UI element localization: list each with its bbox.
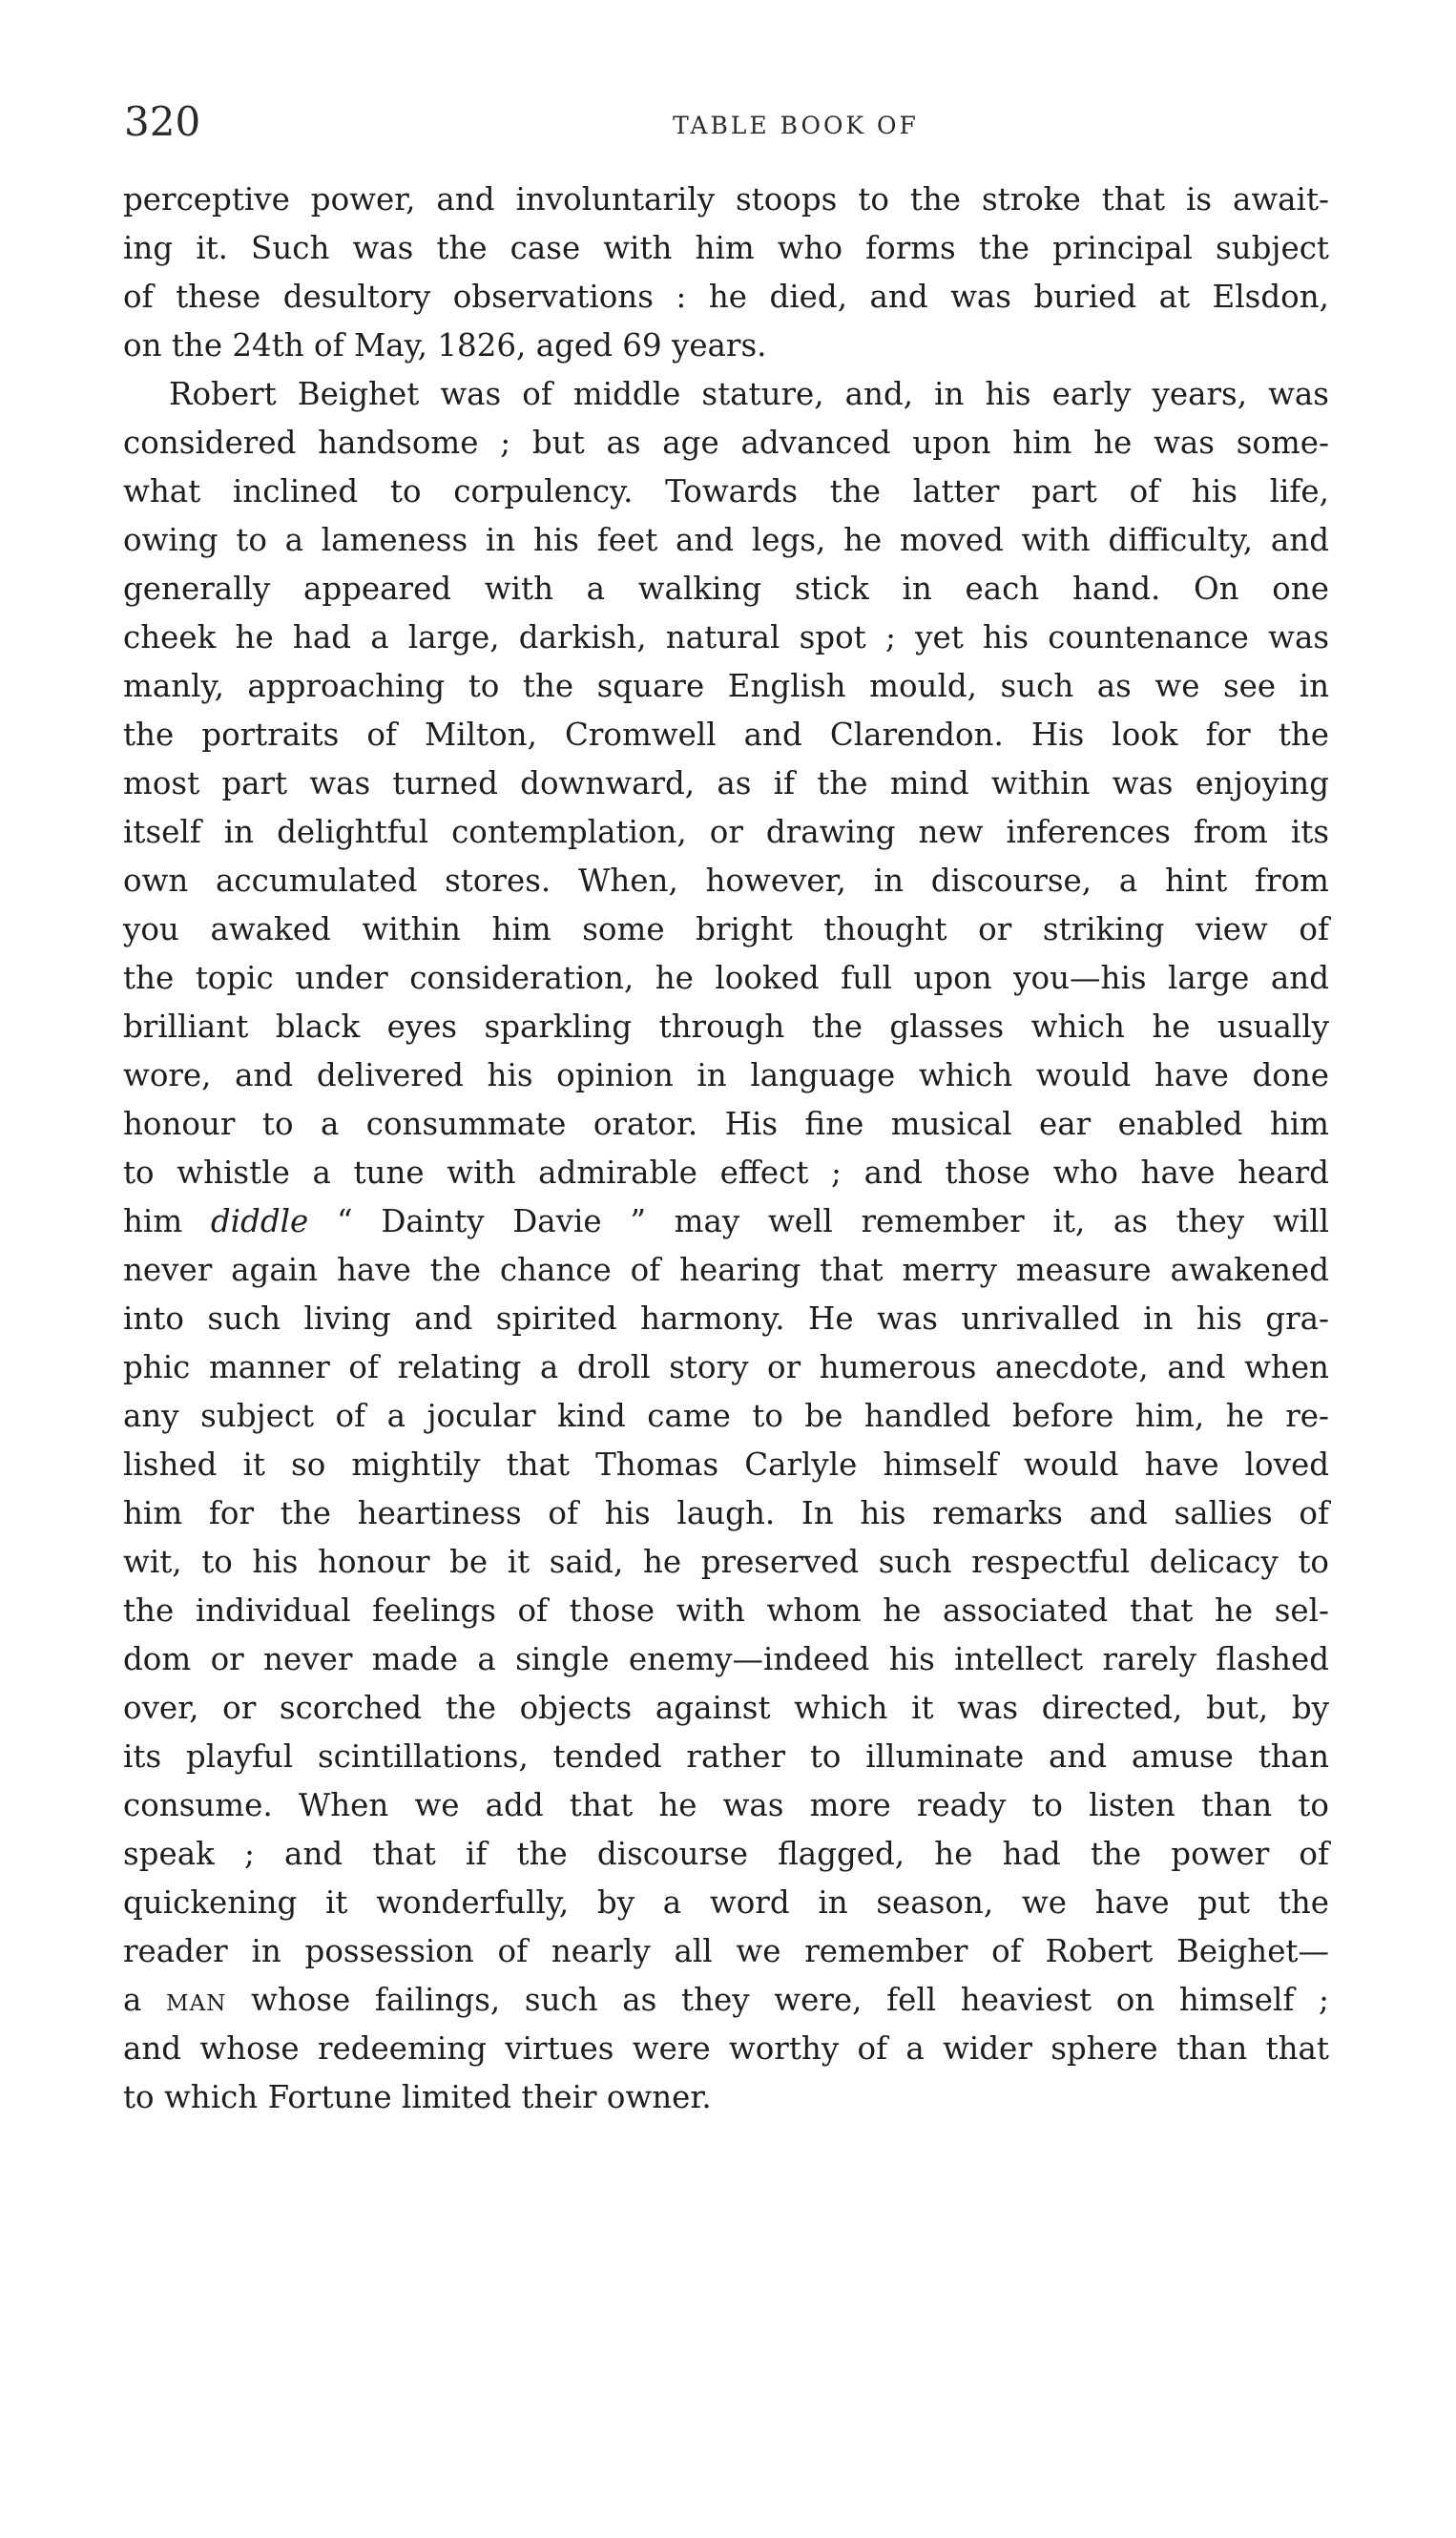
- text-line: honour to a consummate orator. His fine musical ear enabled him: [123, 1106, 1329, 1142]
- running-title: TABLE BOOK OF: [673, 112, 919, 139]
- text-line: itself in delightful contemplation, or drawing new inferences from its: [123, 814, 1329, 850]
- text-line: generally appeared with a walking stick in each hand. On one: [123, 571, 1329, 607]
- text-line: brilliant black eyes sparkling through the glasses which he usually: [123, 1009, 1329, 1045]
- text-line: wore, and delivered his opinion in language which would have done: [123, 1057, 1329, 1093]
- line-text: a: [123, 1982, 167, 2018]
- text-line: owing to a lameness in his feet and legs, he moved with difficulty, and: [123, 522, 1329, 558]
- text-line: and whose redeeming virtues were worthy of a wider sphere than that: [123, 2030, 1329, 2067]
- smallcaps-word: man: [166, 1982, 227, 2018]
- text-line: perceptive power, and involuntarily stoops to the stroke that is await-: [123, 181, 1329, 218]
- text-line: most part was turned downward, as if the mind within was enjoying: [123, 765, 1329, 801]
- text-line: its playful scintillations, tended rather to illuminate and amuse than: [123, 1738, 1329, 1775]
- text-line: to which Fortune limited their owner.: [123, 2079, 712, 2115]
- text-line: consume. When we add that he was more ready to listen than to: [123, 1787, 1329, 1823]
- text-line: the portraits of Milton, Cromwell and Clarendon. His look for the: [123, 717, 1329, 753]
- text-line: own accumulated stores. When, however, in discourse, a hint from: [123, 863, 1329, 899]
- text-line: what inclined to corpulency. Towards the latter part of his life,: [123, 473, 1329, 510]
- text-line: wit, to his honour be it said, he preserved such respectful delicacy to: [123, 1544, 1329, 1580]
- text-line: dom or never made a single enemy—indeed his intellect rarely flashed: [123, 1641, 1329, 1677]
- italic-word: diddle: [210, 1203, 309, 1239]
- body-text: [123, 176, 1329, 2122]
- text-line: manly, approaching to the square English mould, such as we see in: [123, 668, 1329, 704]
- text-line: reader in possession of nearly all we remember of Robert Beighet—: [123, 1933, 1329, 1969]
- line-text: “ Dainty Davie ” may well remember it, as they will: [308, 1203, 1329, 1239]
- line-text: him: [123, 1203, 211, 1239]
- text-line: lished it so mightily that Thomas Carlyle himself would have loved: [123, 1446, 1329, 1483]
- text-line: considered handsome ; but as age advanced upon him he was some-: [123, 425, 1329, 461]
- text-line: cheek he had a large, darkish, natural spot ; yet his countenance was: [123, 619, 1329, 655]
- text-line: quickening it wonderfully, by a word in season, we have put the: [123, 1884, 1329, 1921]
- text-line: you awaked within him some bright thought or striking view of: [123, 911, 1329, 947]
- text-line: speak ; and that if the discourse flagged, he had the power of: [123, 1836, 1329, 1872]
- text-line: any subject of a jocular kind came to be handled before him, he re-: [123, 1398, 1329, 1434]
- line-text: whose failings, such as they were, fell heaviest on himself ;: [226, 1982, 1329, 2018]
- page-header: [122, 94, 1326, 151]
- paragraph-first-line: Robert Beighet was of middle stature, and, in his early years, was: [169, 376, 1329, 412]
- text-line: on the 24th of May, 1826, aged 69 years.: [123, 327, 767, 364]
- text-line: ing it. Such was the case with him who forms the principal subject: [123, 230, 1329, 266]
- text-line: over, or scorched the objects against which it was directed, but, by: [123, 1690, 1329, 1726]
- text-line-with-smallcaps: [123, 1976, 1329, 2025]
- text-line: of these desultory observations : he died, and was buried at Elsdon,: [123, 279, 1329, 315]
- text-line: him for the heartiness of his laugh. In his remarks and sallies of: [123, 1495, 1329, 1531]
- text-line: to whistle a tune with admirable effect ; and those who have heard: [123, 1155, 1329, 1191]
- text-line-with-italic: [123, 1197, 1329, 1246]
- text-line: never again have the chance of hearing that merry measure awakened: [123, 1252, 1329, 1288]
- page-number: 320: [124, 98, 201, 145]
- text-line: phic manner of relating a droll story or humerous anecdote, and when: [123, 1349, 1329, 1385]
- text-line: the topic under consideration, he looked full upon you—his large and: [123, 960, 1329, 996]
- text-line: the individual feelings of those with whom he associated that he sel-: [123, 1592, 1329, 1629]
- text-line: into such living and spirited harmony. He was unrivalled in his gra-: [123, 1300, 1329, 1337]
